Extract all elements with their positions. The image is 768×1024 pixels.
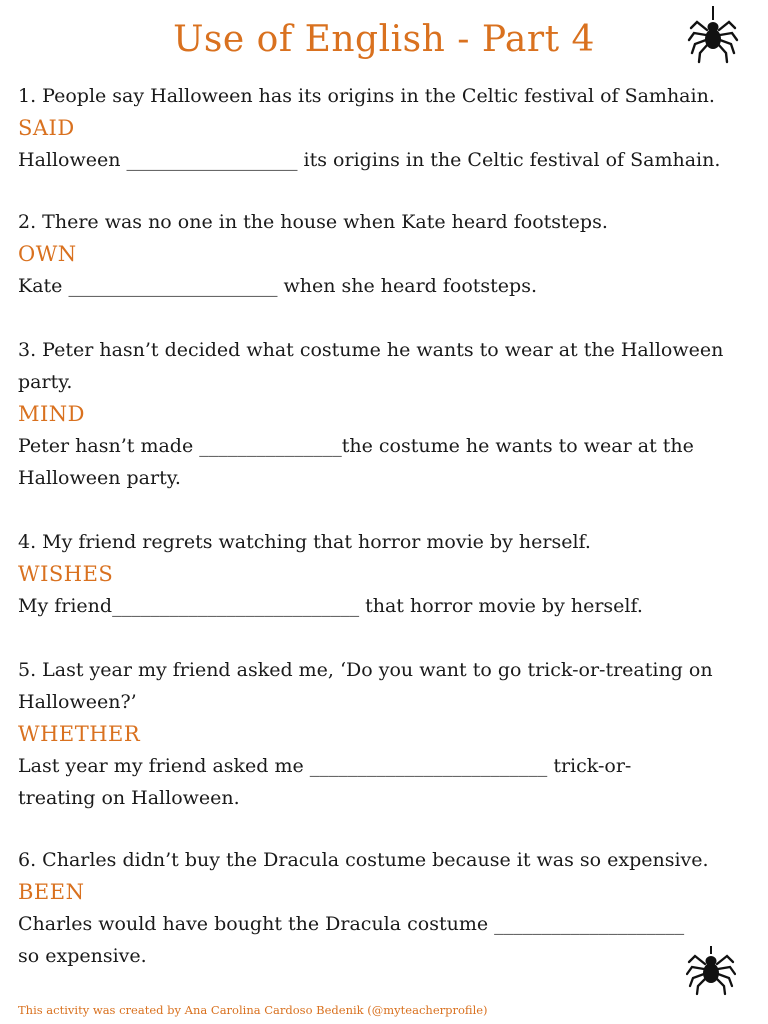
answer-line: Last year my friend asked me _________________________ trick-or-: [18, 755, 632, 777]
answer-line: Peter hasn’t made _______________the costume he wants to wear at the: [18, 435, 694, 457]
page-title: Use of English - Part 4: [173, 19, 595, 60]
answer-line: My friend__________________________ that horror movie by herself.: [18, 595, 643, 617]
keyword: WISHES: [18, 562, 114, 586]
answer-line: Halloween __________________ its origins in the Celtic festival of Samhain.: [18, 149, 721, 171]
keyword: BEEN: [18, 880, 85, 904]
question-sentence: 6. Charles didn’t buy the Dracula costume because it was so expensive.: [18, 849, 709, 871]
keyword: SAID: [18, 116, 75, 140]
question-sentence-continued: party.: [18, 371, 73, 393]
question-1: [18, 80, 763, 176]
question-sentence-continued: Halloween?’: [18, 691, 137, 713]
keyword: OWN: [18, 242, 77, 266]
question-3: [18, 334, 763, 494]
question-sentence: 5. Last year my friend asked me, ‘Do you want to go trick-or-treating on: [18, 659, 713, 681]
spider-icon: [687, 6, 739, 64]
question-4: [18, 526, 763, 622]
question-6: [18, 844, 763, 972]
question-sentence: 1. People say Halloween has its origins in the Celtic festival of Samhain.: [18, 85, 715, 107]
keyword: WHETHER: [18, 722, 141, 746]
question-sentence: 2. There was no one in the house when Kate heard footsteps.: [18, 211, 608, 233]
answer-line-continued: treating on Halloween.: [18, 787, 240, 809]
question-5: [18, 654, 763, 814]
answer-line: Charles would have bought the Dracula costume ____________________: [18, 913, 685, 935]
answer-line: Kate ______________________ when she heard footsteps.: [18, 275, 537, 297]
answer-line-continued: Halloween party.: [18, 467, 181, 489]
spider-icon: [686, 946, 736, 996]
keyword: MIND: [18, 402, 86, 426]
footer-credit: This activity was created by Ana Carolina Cardoso Bedenik (@myteacherprofile): [18, 1003, 488, 1017]
question-sentence: 3. Peter hasn’t decided what costume he wants to wear at the Halloween: [18, 339, 724, 361]
question-sentence: 4. My friend regrets watching that horror movie by herself.: [18, 531, 591, 553]
answer-line-continued: so expensive.: [18, 945, 147, 967]
question-2: [18, 206, 763, 302]
